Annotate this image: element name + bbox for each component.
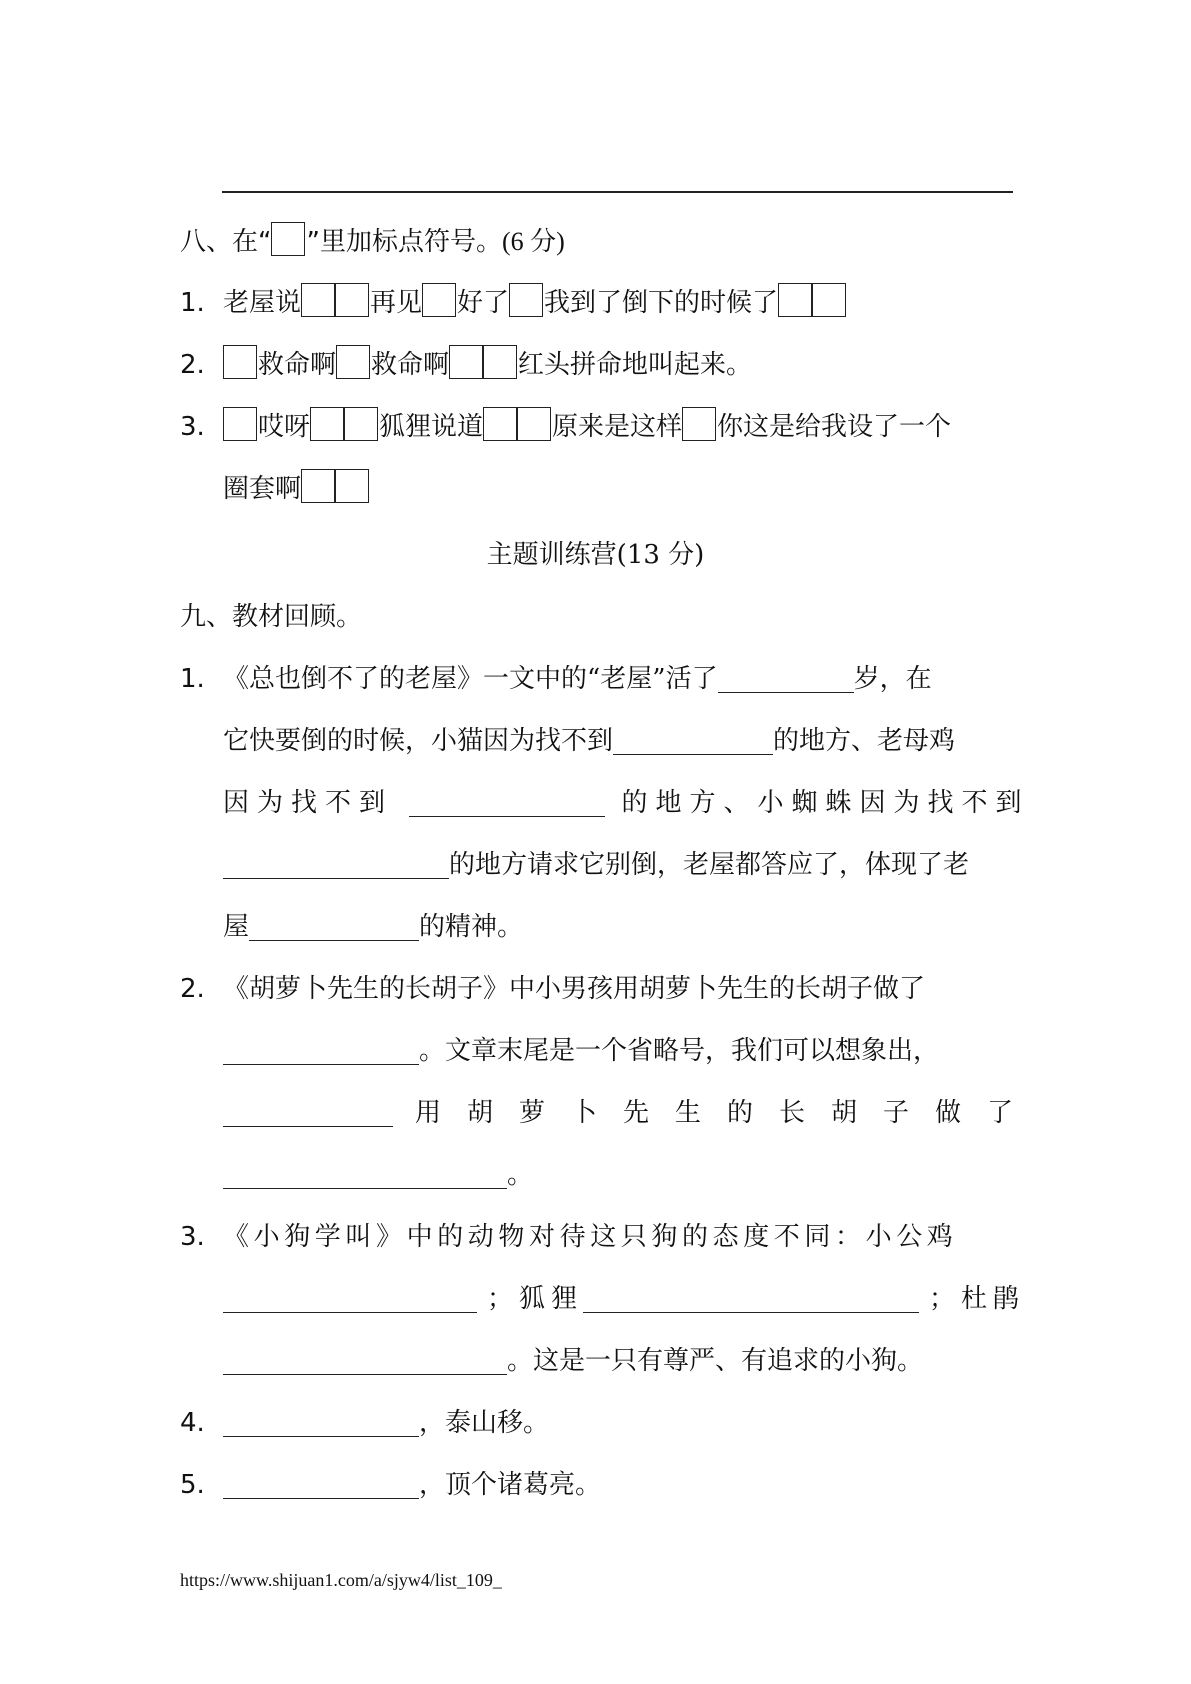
fill-blank[interactable]	[223, 1036, 419, 1065]
section8-title-a: 八、在“	[180, 227, 272, 257]
question-text: 红头拼命地叫起来。	[518, 350, 753, 380]
footer-url: https://www.shijuan1.com/a/sjyw4/list_109_	[180, 1570, 502, 1590]
question-text: 我到了倒下的时候了	[544, 288, 779, 318]
fill-blank[interactable]	[409, 788, 605, 817]
question-number: 3.	[180, 412, 205, 442]
question-number: 2.	[180, 350, 205, 380]
answer-box[interactable]	[483, 345, 517, 379]
answer-box[interactable]	[335, 469, 369, 503]
question-number: 5.	[180, 1470, 205, 1500]
answer-box[interactable]	[778, 283, 812, 317]
question-number: 3.	[180, 1222, 205, 1252]
answer-box[interactable]	[509, 283, 543, 317]
answer-box[interactable]	[517, 407, 551, 441]
question-number: 4.	[180, 1408, 205, 1438]
answer-box[interactable]	[422, 283, 456, 317]
question-number: 1.	[180, 288, 205, 318]
answer-box[interactable]	[483, 407, 517, 441]
answer-box[interactable]	[223, 345, 257, 379]
fill-blank[interactable]	[223, 1160, 507, 1189]
question-text: 原来是这样	[552, 412, 683, 442]
question-number: 1.	[180, 664, 205, 694]
section8-score: (6 分)	[501, 227, 565, 256]
answer-box[interactable]	[335, 283, 369, 317]
question-text: 再见	[370, 288, 423, 318]
answer-box[interactable]	[344, 407, 378, 441]
fill-blank[interactable]	[223, 1470, 419, 1499]
fill-blank[interactable]	[223, 1346, 507, 1375]
fill-blank[interactable]	[223, 1284, 477, 1313]
fill-blank[interactable]	[249, 912, 419, 941]
answer-box[interactable]	[223, 407, 257, 441]
fill-blank[interactable]	[223, 850, 449, 879]
section8-title-b: ”里加标点符号。	[306, 227, 502, 257]
question-text: 哎呀	[258, 412, 311, 442]
worksheet-page: 八、在“ ”里加标点符号。(6 分) 1. 老屋说 再见 好了 我到了倒下的时候了 2. 救命啊 救命啊 红头拼命地叫起来。 3. 哎呀 狐狸说道 原来是这样 你这是给我设了一个 圈套啊 主题训练营(13 分) 九、教材回顾。 1. 《总也倒不了的老屋》一文中的“老屋”活了 岁，在 它快要倒的时候，小猫因为找不到 的地方、老母鸡 因为找不到 的地方、小蜘蛛因为找不到 的地方请求它别倒，老屋都答应了，体现了老 屋 的精神。 2. 《胡萝卜先生的长胡子》中小男孩用胡萝卜先生的长胡子做了 。文章末尾是一个省略号，我们可以想象出， 用胡萝卜先生的长胡子做了 。 3. 《小狗学叫》中的动物对待这只狗的态度不同：小公鸡 ；狐狸 ；杜鹃 。这是一只有尊严、有追求的小狗。 4. ，泰山移。 5. ，顶个诸葛亮。 https://www.shijuan1.com/a/sjyw4/list_109_	[0, 0, 1191, 1684]
answer-box[interactable]	[336, 345, 370, 379]
answer-box[interactable]	[682, 407, 716, 441]
fill-blank[interactable]	[613, 726, 773, 755]
fill-blank[interactable]	[223, 1098, 393, 1127]
answer-box[interactable]	[301, 283, 335, 317]
fill-blank[interactable]	[223, 1408, 419, 1437]
question-text: 救命啊	[258, 350, 337, 380]
question-text: 救命啊	[371, 350, 450, 380]
theme-title: 主题训练营(13 分)	[486, 540, 705, 570]
fill-blank[interactable]	[718, 664, 854, 693]
question-text: 好了	[457, 288, 510, 318]
question-text: 圈套啊	[223, 474, 302, 504]
question-number: 2.	[180, 974, 205, 1004]
answer-box[interactable]	[449, 345, 483, 379]
answer-box[interactable]	[301, 469, 335, 503]
question-text: 狐狸说道	[379, 412, 484, 442]
top-rule	[222, 191, 1013, 193]
answer-box[interactable]	[271, 222, 305, 256]
question-text: 老屋说	[223, 288, 302, 318]
answer-box[interactable]	[310, 407, 344, 441]
fill-blank[interactable]	[583, 1284, 919, 1313]
answer-box[interactable]	[812, 283, 846, 317]
question-text: 你这是给我设了一个	[717, 412, 952, 442]
